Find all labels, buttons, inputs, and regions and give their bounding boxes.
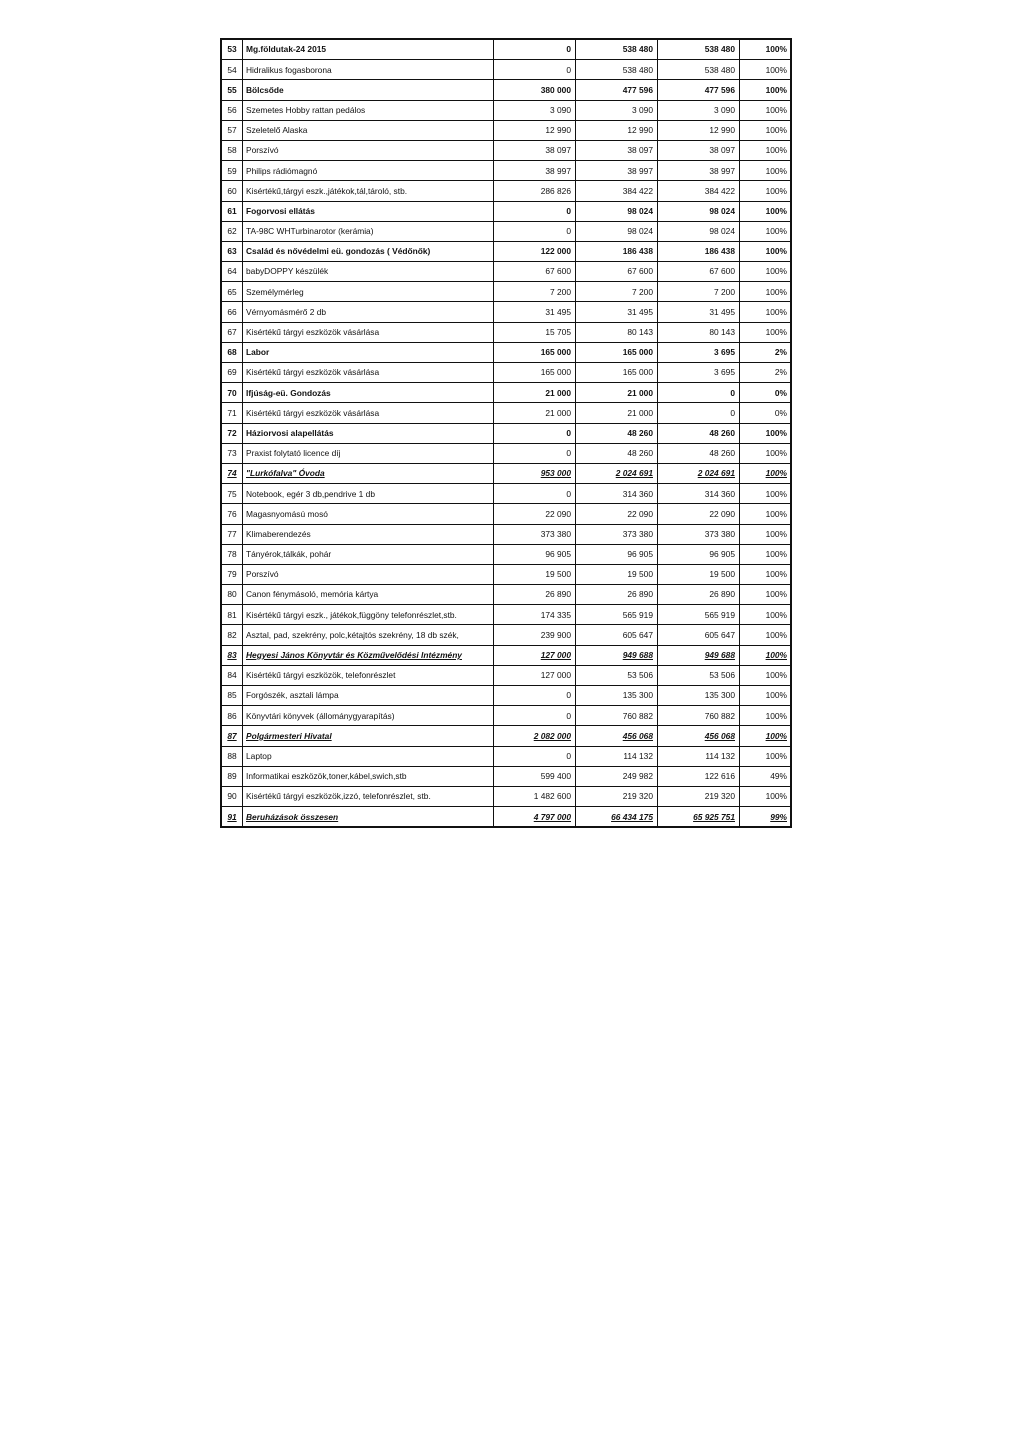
table-row (221, 786, 791, 806)
row-number: 64 (221, 262, 243, 282)
completion-percent: 100% (740, 39, 792, 60)
investment-table (220, 38, 792, 828)
item-name: Személymérleg (243, 282, 494, 302)
row-number: 79 (221, 564, 243, 584)
row-number: 60 (221, 181, 243, 201)
original-budget: 21 000 (494, 403, 576, 423)
completion-percent: 100% (740, 80, 792, 100)
original-budget: 0 (494, 39, 576, 60)
original-budget: 12 990 (494, 120, 576, 140)
completion-percent: 0% (740, 383, 792, 403)
completion-percent: 100% (740, 463, 792, 483)
item-name: Asztal, pad, szekrény, polc,kétajtós szekrény, 18 db szék, (243, 625, 494, 645)
item-name: Magasnyomású mosó (243, 504, 494, 524)
item-name: Család és nővédelmi eü. gondozás ( Védőnők) (243, 241, 494, 261)
completion-percent: 100% (740, 423, 792, 443)
actual-amount: 605 647 (658, 625, 740, 645)
actual-amount: 219 320 (658, 786, 740, 806)
row-number: 85 (221, 686, 243, 706)
completion-percent: 100% (740, 241, 792, 261)
row-number: 74 (221, 463, 243, 483)
row-number: 55 (221, 80, 243, 100)
modified-budget: 760 882 (576, 706, 658, 726)
table-row (221, 625, 791, 645)
original-budget: 7 200 (494, 282, 576, 302)
modified-budget: 22 090 (576, 504, 658, 524)
completion-percent: 100% (740, 726, 792, 746)
actual-amount: 384 422 (658, 181, 740, 201)
completion-percent: 100% (740, 786, 792, 806)
row-number: 71 (221, 403, 243, 423)
table-row (221, 262, 791, 282)
row-number: 76 (221, 504, 243, 524)
actual-amount: 96 905 (658, 544, 740, 564)
actual-amount: 48 260 (658, 423, 740, 443)
actual-amount: 0 (658, 403, 740, 423)
modified-budget: 477 596 (576, 80, 658, 100)
table-row (221, 807, 791, 828)
actual-amount: 314 360 (658, 484, 740, 504)
modified-budget: 538 480 (576, 60, 658, 80)
completion-percent: 100% (740, 100, 792, 120)
completion-percent: 100% (740, 625, 792, 645)
table-row (221, 706, 791, 726)
table-row (221, 645, 791, 665)
row-number: 69 (221, 363, 243, 383)
original-budget: 67 600 (494, 262, 576, 282)
original-budget: 953 000 (494, 463, 576, 483)
original-budget: 3 090 (494, 100, 576, 120)
completion-percent: 100% (740, 262, 792, 282)
row-number: 80 (221, 585, 243, 605)
modified-budget: 949 688 (576, 645, 658, 665)
item-name: TA-98C WHTurbinarotor (kerámia) (243, 221, 494, 241)
actual-amount: 186 438 (658, 241, 740, 261)
actual-amount: 38 997 (658, 161, 740, 181)
row-number: 72 (221, 423, 243, 443)
original-budget: 15 705 (494, 322, 576, 342)
original-budget: 2 082 000 (494, 726, 576, 746)
original-budget: 19 500 (494, 564, 576, 584)
original-budget: 0 (494, 423, 576, 443)
modified-budget: 2 024 691 (576, 463, 658, 483)
table-row (221, 140, 791, 160)
completion-percent: 2% (740, 342, 792, 362)
row-number: 75 (221, 484, 243, 504)
table-row (221, 585, 791, 605)
original-budget: 286 826 (494, 181, 576, 201)
completion-percent: 100% (740, 181, 792, 201)
item-name: Polgármesteri Hivatal (243, 726, 494, 746)
completion-percent: 100% (740, 746, 792, 766)
table-row (221, 463, 791, 483)
original-budget: 96 905 (494, 544, 576, 564)
original-budget: 0 (494, 686, 576, 706)
item-name: Kisértékű,tárgyi eszk.,játékok,tál,tároló, stb. (243, 181, 494, 201)
item-name: Bölcsőde (243, 80, 494, 100)
original-budget: 165 000 (494, 363, 576, 383)
original-budget: 26 890 (494, 585, 576, 605)
original-budget: 38 097 (494, 140, 576, 160)
completion-percent: 100% (740, 302, 792, 322)
completion-percent: 100% (740, 484, 792, 504)
modified-budget: 538 480 (576, 39, 658, 60)
actual-amount: 67 600 (658, 262, 740, 282)
original-budget: 1 482 600 (494, 786, 576, 806)
item-name: Kisértékű tárgyi eszk., játékok,függöny telefonrészlet,stb. (243, 605, 494, 625)
completion-percent: 100% (740, 665, 792, 685)
actual-amount: 135 300 (658, 686, 740, 706)
completion-percent: 100% (740, 564, 792, 584)
modified-budget: 21 000 (576, 403, 658, 423)
original-budget: 380 000 (494, 80, 576, 100)
item-name: Könyvtári könyvek (állománygyarapítás) (243, 706, 494, 726)
actual-amount: 565 919 (658, 605, 740, 625)
original-budget: 127 000 (494, 645, 576, 665)
item-name: Kisértékű tárgyi eszközök vásárlása (243, 363, 494, 383)
item-name: Ifjúság-eü. Gondozás (243, 383, 494, 403)
actual-amount: 538 480 (658, 39, 740, 60)
row-number: 73 (221, 443, 243, 463)
row-number: 53 (221, 39, 243, 60)
item-name: Fogorvosi ellátás (243, 201, 494, 221)
table-row (221, 504, 791, 524)
row-number: 59 (221, 161, 243, 181)
original-budget: 122 000 (494, 241, 576, 261)
table-row (221, 484, 791, 504)
table-row (221, 60, 791, 80)
actual-amount: 0 (658, 383, 740, 403)
row-number: 54 (221, 60, 243, 80)
original-budget: 21 000 (494, 383, 576, 403)
completion-percent: 100% (740, 686, 792, 706)
table-row (221, 181, 791, 201)
actual-amount: 38 097 (658, 140, 740, 160)
modified-budget: 165 000 (576, 342, 658, 362)
completion-percent: 100% (740, 120, 792, 140)
actual-amount: 80 143 (658, 322, 740, 342)
actual-amount: 7 200 (658, 282, 740, 302)
completion-percent: 49% (740, 766, 792, 786)
modified-budget: 3 090 (576, 100, 658, 120)
row-number: 86 (221, 706, 243, 726)
original-budget: 0 (494, 221, 576, 241)
row-number: 70 (221, 383, 243, 403)
original-budget: 165 000 (494, 342, 576, 362)
table-row (221, 282, 791, 302)
completion-percent: 100% (740, 645, 792, 665)
row-number: 65 (221, 282, 243, 302)
modified-budget: 53 506 (576, 665, 658, 685)
item-name: Tányérok,tálkák, pohár (243, 544, 494, 564)
row-number: 84 (221, 665, 243, 685)
table-row (221, 686, 791, 706)
modified-budget: 7 200 (576, 282, 658, 302)
actual-amount: 31 495 (658, 302, 740, 322)
completion-percent: 100% (740, 161, 792, 181)
original-budget: 0 (494, 201, 576, 221)
table-row (221, 322, 791, 342)
budget-sheet (220, 38, 789, 828)
actual-amount: 373 380 (658, 524, 740, 544)
row-number: 57 (221, 120, 243, 140)
modified-budget: 19 500 (576, 564, 658, 584)
completion-percent: 2% (740, 363, 792, 383)
table-row (221, 302, 791, 322)
original-budget: 0 (494, 706, 576, 726)
completion-percent: 100% (740, 221, 792, 241)
actual-amount: 3 695 (658, 342, 740, 362)
item-name: Forgószék, asztali lámpa (243, 686, 494, 706)
table-row (221, 80, 791, 100)
actual-amount: 22 090 (658, 504, 740, 524)
actual-amount: 760 882 (658, 706, 740, 726)
original-budget: 0 (494, 484, 576, 504)
item-name: Philips rádiómagnó (243, 161, 494, 181)
row-number: 66 (221, 302, 243, 322)
row-number: 62 (221, 221, 243, 241)
completion-percent: 100% (740, 201, 792, 221)
table-row (221, 241, 791, 261)
item-name: Mg.földutak-24 2015 (243, 39, 494, 60)
actual-amount: 538 480 (658, 60, 740, 80)
modified-budget: 26 890 (576, 585, 658, 605)
original-budget: 599 400 (494, 766, 576, 786)
modified-budget: 135 300 (576, 686, 658, 706)
actual-amount: 477 596 (658, 80, 740, 100)
original-budget: 4 797 000 (494, 807, 576, 828)
table-body (221, 39, 791, 827)
table-row (221, 403, 791, 423)
table-row (221, 544, 791, 564)
modified-budget: 186 438 (576, 241, 658, 261)
item-name: Canon fénymásoló, memória kártya (243, 585, 494, 605)
item-name: Kisértékű tárgyi eszközök,izzó, telefonrészlet, stb. (243, 786, 494, 806)
row-number: 83 (221, 645, 243, 665)
item-name: Labor (243, 342, 494, 362)
original-budget: 127 000 (494, 665, 576, 685)
table-row (221, 221, 791, 241)
modified-budget: 165 000 (576, 363, 658, 383)
item-name: Praxist folytató licence díj (243, 443, 494, 463)
item-name: "Lurkófalva" Óvoda (243, 463, 494, 483)
item-name: Porszívó (243, 564, 494, 584)
original-budget: 31 495 (494, 302, 576, 322)
item-name: Hidralikus fogasborona (243, 60, 494, 80)
table-row (221, 39, 791, 60)
original-budget: 0 (494, 746, 576, 766)
modified-budget: 38 997 (576, 161, 658, 181)
modified-budget: 96 905 (576, 544, 658, 564)
table-row (221, 726, 791, 746)
row-number: 81 (221, 605, 243, 625)
item-name: Hegyesi János Könyvtár és Közművelődési Intézmény (243, 645, 494, 665)
actual-amount: 26 890 (658, 585, 740, 605)
modified-budget: 219 320 (576, 786, 658, 806)
item-name: Kisértékű tárgyi eszközök vásárlása (243, 322, 494, 342)
original-budget: 239 900 (494, 625, 576, 645)
modified-budget: 605 647 (576, 625, 658, 645)
item-name: Informatikai eszközök,toner,kábel,swich,stb (243, 766, 494, 786)
table-row (221, 443, 791, 463)
original-budget: 0 (494, 443, 576, 463)
item-name: Kisértékű tárgyi eszközök vásárlása (243, 403, 494, 423)
table-row (221, 383, 791, 403)
row-number: 90 (221, 786, 243, 806)
original-budget: 0 (494, 60, 576, 80)
item-name: Notebook, egér 3 db,pendrive 1 db (243, 484, 494, 504)
completion-percent: 100% (740, 60, 792, 80)
item-name: Beruházások összesen (243, 807, 494, 828)
original-budget: 38 997 (494, 161, 576, 181)
row-number: 78 (221, 544, 243, 564)
modified-budget: 249 982 (576, 766, 658, 786)
table-row (221, 605, 791, 625)
modified-budget: 98 024 (576, 221, 658, 241)
row-number: 68 (221, 342, 243, 362)
item-name: Háziorvosi alapellátás (243, 423, 494, 443)
table-row (221, 524, 791, 544)
row-number: 88 (221, 746, 243, 766)
modified-budget: 31 495 (576, 302, 658, 322)
row-number: 67 (221, 322, 243, 342)
modified-budget: 48 260 (576, 443, 658, 463)
completion-percent: 100% (740, 544, 792, 564)
original-budget: 373 380 (494, 524, 576, 544)
actual-amount: 65 925 751 (658, 807, 740, 828)
actual-amount: 98 024 (658, 221, 740, 241)
row-number: 89 (221, 766, 243, 786)
modified-budget: 48 260 (576, 423, 658, 443)
actual-amount: 3 695 (658, 363, 740, 383)
modified-budget: 373 380 (576, 524, 658, 544)
row-number: 77 (221, 524, 243, 544)
table-row (221, 363, 791, 383)
item-name: Szemetes Hobby rattan pedálos (243, 100, 494, 120)
table-row (221, 201, 791, 221)
modified-budget: 67 600 (576, 262, 658, 282)
completion-percent: 0% (740, 403, 792, 423)
completion-percent: 100% (740, 585, 792, 605)
modified-budget: 80 143 (576, 322, 658, 342)
completion-percent: 100% (740, 605, 792, 625)
modified-budget: 66 434 175 (576, 807, 658, 828)
modified-budget: 21 000 (576, 383, 658, 403)
modified-budget: 456 068 (576, 726, 658, 746)
table-row (221, 665, 791, 685)
original-budget: 22 090 (494, 504, 576, 524)
modified-budget: 12 990 (576, 120, 658, 140)
row-number: 58 (221, 140, 243, 160)
row-number: 61 (221, 201, 243, 221)
completion-percent: 100% (740, 524, 792, 544)
modified-budget: 114 132 (576, 746, 658, 766)
modified-budget: 565 919 (576, 605, 658, 625)
table-row (221, 746, 791, 766)
actual-amount: 2 024 691 (658, 463, 740, 483)
completion-percent: 100% (740, 443, 792, 463)
item-name: Porszívó (243, 140, 494, 160)
table-row (221, 564, 791, 584)
table-row (221, 100, 791, 120)
completion-percent: 100% (740, 322, 792, 342)
original-budget: 174 335 (494, 605, 576, 625)
completion-percent: 99% (740, 807, 792, 828)
completion-percent: 100% (740, 282, 792, 302)
completion-percent: 100% (740, 504, 792, 524)
actual-amount: 3 090 (658, 100, 740, 120)
table-row (221, 120, 791, 140)
row-number: 82 (221, 625, 243, 645)
item-name: Vérnyomásmérő 2 db (243, 302, 494, 322)
table-row (221, 342, 791, 362)
actual-amount: 122 616 (658, 766, 740, 786)
modified-budget: 314 360 (576, 484, 658, 504)
item-name: Laptop (243, 746, 494, 766)
row-number: 91 (221, 807, 243, 828)
modified-budget: 98 024 (576, 201, 658, 221)
actual-amount: 98 024 (658, 201, 740, 221)
actual-amount: 12 990 (658, 120, 740, 140)
row-number: 63 (221, 241, 243, 261)
row-number: 87 (221, 726, 243, 746)
item-name: Klimaberendezés (243, 524, 494, 544)
row-number: 56 (221, 100, 243, 120)
actual-amount: 53 506 (658, 665, 740, 685)
actual-amount: 48 260 (658, 443, 740, 463)
item-name: babyDOPPY készülék (243, 262, 494, 282)
actual-amount: 19 500 (658, 564, 740, 584)
item-name: Szeletelő Alaska (243, 120, 494, 140)
table-row (221, 766, 791, 786)
modified-budget: 38 097 (576, 140, 658, 160)
completion-percent: 100% (740, 140, 792, 160)
actual-amount: 114 132 (658, 746, 740, 766)
table-row (221, 423, 791, 443)
actual-amount: 456 068 (658, 726, 740, 746)
actual-amount: 949 688 (658, 645, 740, 665)
modified-budget: 384 422 (576, 181, 658, 201)
table-row (221, 161, 791, 181)
completion-percent: 100% (740, 706, 792, 726)
item-name: Kisértékű tárgyi eszközök, telefonrészlet (243, 665, 494, 685)
